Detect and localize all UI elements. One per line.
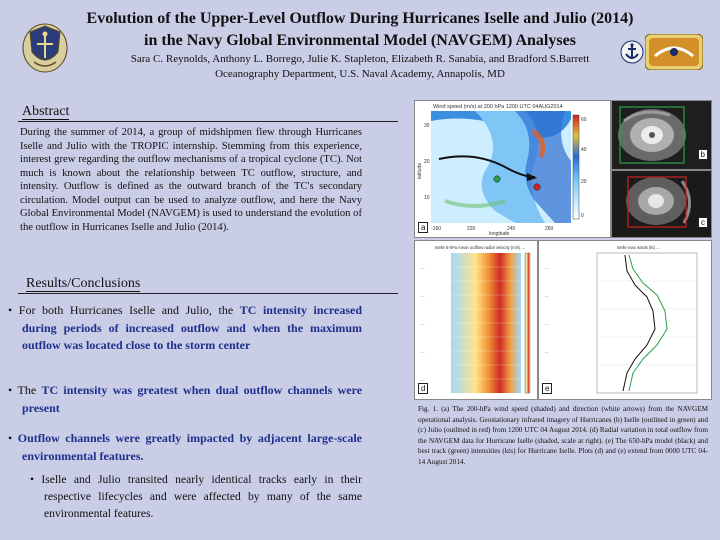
panel-label-d: d: [418, 383, 428, 394]
title-line-2: in the Navy Global Environmental Model (NAVGEM) Analyses: [144, 32, 576, 49]
panel-label-c: c: [698, 217, 708, 228]
colorbar-tick-3: 20: [581, 179, 587, 185]
svg-text:---: ---: [545, 378, 549, 382]
colorbar-tick-4: 0: [581, 213, 584, 219]
results-bullet-1: • For both Hurricanes Iselle and Julio, the TC intensity increased during periods of increased outflow and when the maximum outflow was located close to the storm center: [8, 303, 362, 352]
figure-panel-e: [538, 240, 712, 400]
figure-panel-a: [414, 100, 611, 238]
map-ytick-2: 20: [424, 159, 430, 165]
svg-text:---: ---: [421, 378, 425, 382]
map-xlabel: longitude: [489, 231, 510, 237]
map-ytick-1: 30: [424, 123, 430, 129]
line-plot-title: Iselle max winds (kt) ...: [617, 245, 660, 250]
map-xtick-1: -160: [431, 226, 442, 232]
figure-panel-b: [611, 100, 712, 170]
results-bullet-3: • Outflow channels were greatly impacted by adjacent large-scale environmental features.: [8, 431, 362, 463]
affiliation: Oceanography Department, U.S. Naval Academy, Annapolis, MD: [215, 68, 505, 80]
heatmap-title: Iselle 5-hPa mean outflow radial velocity (m/s) ...: [435, 245, 526, 250]
map-xtick-2: 220: [467, 226, 476, 232]
panel-label-b: b: [698, 149, 708, 160]
results-divider: [18, 293, 398, 294]
bullet-2-prefix: The: [17, 383, 42, 397]
bullet-4-text: Iselle and Julio transited nearly identical tracks early in their respective lifecycles and were affected by many of the same environmental features.: [41, 473, 362, 520]
map-xtick-4: 260: [545, 226, 554, 232]
svg-text:---: ---: [421, 266, 425, 270]
julio-ir-image: [612, 171, 711, 237]
svg-text:---: ---: [421, 322, 425, 326]
authors: Sara C. Reynolds, Anthony L. Borrego, Julie K. Stapleton, Elizabeth R. Sanabia, and Bradford S.Barrett: [130, 53, 590, 65]
panel-label-a: a: [418, 222, 428, 233]
iselle-ir-image: [612, 101, 711, 169]
intensity-line-plot: [539, 241, 711, 399]
bullet-1-prefix: For both Hurricanes Iselle and Julio, the: [18, 303, 240, 317]
outflow-heatmap: [415, 241, 537, 399]
svg-text:---: ---: [545, 294, 549, 298]
colorbar-tick-1: 60: [581, 117, 587, 123]
authors-block: [60, 52, 660, 82]
svg-text:---: ---: [545, 266, 549, 270]
panel-label-e: e: [542, 383, 552, 394]
map-title: Wind speed (m/s) at 200 hPa 1200 UTC 04AUG2014: [433, 104, 563, 110]
bullet-3-text: Outflow channels were greatly impacted by adjacent large-scale environmental features.: [17, 431, 362, 463]
naval-academy-seal-icon: [20, 22, 70, 74]
bullet-1-emphasis: TC intensity increased during periods of increased outflow and when the maximum outflow was located close to the storm center: [22, 303, 362, 352]
figure-panel-d: [414, 240, 538, 400]
results-bullet-2: • The TC intensity was greatest when dual outflow channels were present: [8, 383, 363, 415]
abstract-text: During the summer of 2014, a group of midshipmen flew through Hurricanes Iselle and Julio with the TROPIC internship. Stemming from this experience, interest grew regarding the outflow mechanisms of a tropical cyclone (TC). Not much is known about the relationship between TC outflow, structure, and intensity. Outflow is defined as the outward branch of the TC's secondary circulation. Model output can be used to analyze outflow, and here the Navy Global Environmental Model (NAVGEM) is used to understand the evolution of the outflow in Hurricanes Iselle and Julio (2014).: [20, 127, 362, 233]
figure-panel-c: [611, 170, 712, 238]
results-heading: Results/Conclusions: [26, 276, 141, 291]
svg-text:---: ---: [421, 350, 425, 354]
onr-logo-icon: [645, 34, 703, 70]
poster-title: [20, 8, 700, 52]
svg-text:---: ---: [545, 322, 549, 326]
svg-text:---: ---: [421, 294, 425, 298]
map-ytick-3: 10: [424, 195, 430, 201]
abstract-heading: Abstract: [22, 104, 70, 119]
svg-text:---: ---: [545, 350, 549, 354]
abstract-divider: [18, 121, 398, 122]
results-bullet-4: • Iselle and Julio transited nearly identical tracks early in their respective lifecycles and were affected by many of the same environmental features.: [30, 473, 362, 520]
figure-caption: Fig. 1. (a) The 200-hPa wind speed (shaded) and direction (white arrows) from the NAVGEM operational analysis. Geostationary infrared imagery of Hurricanes (b) Iselle (outlined in green) and (c) Julio (outlined in red) from 1200 UTC 04 August 2014. (d) Radial variation in total outflow from the NAVGEM data for Hurricane Iselle (shaded, scale at right). (e) The 650-hPa model (black) and best track (green) intensities (kts) for Hurricane Iselle. Plots (d) and (e) extend from 0000 UTC 04-14 August 2014.: [418, 405, 708, 466]
map-ylabel: latitude: [417, 162, 423, 179]
wind-map-image: [415, 101, 610, 237]
anchor-logo-icon: [620, 40, 644, 64]
title-line-1: Evolution of the Upper-Level Outflow During Hurricanes Iselle and Julio (2014): [86, 10, 634, 27]
bullet-2-suffix: channels were present: [22, 383, 363, 415]
colorbar-tick-2: 40: [581, 147, 587, 153]
bullet-2-emphasis: TC intensity was greatest when dual outflow: [41, 383, 283, 397]
map-xtick-3: 240: [507, 226, 516, 232]
